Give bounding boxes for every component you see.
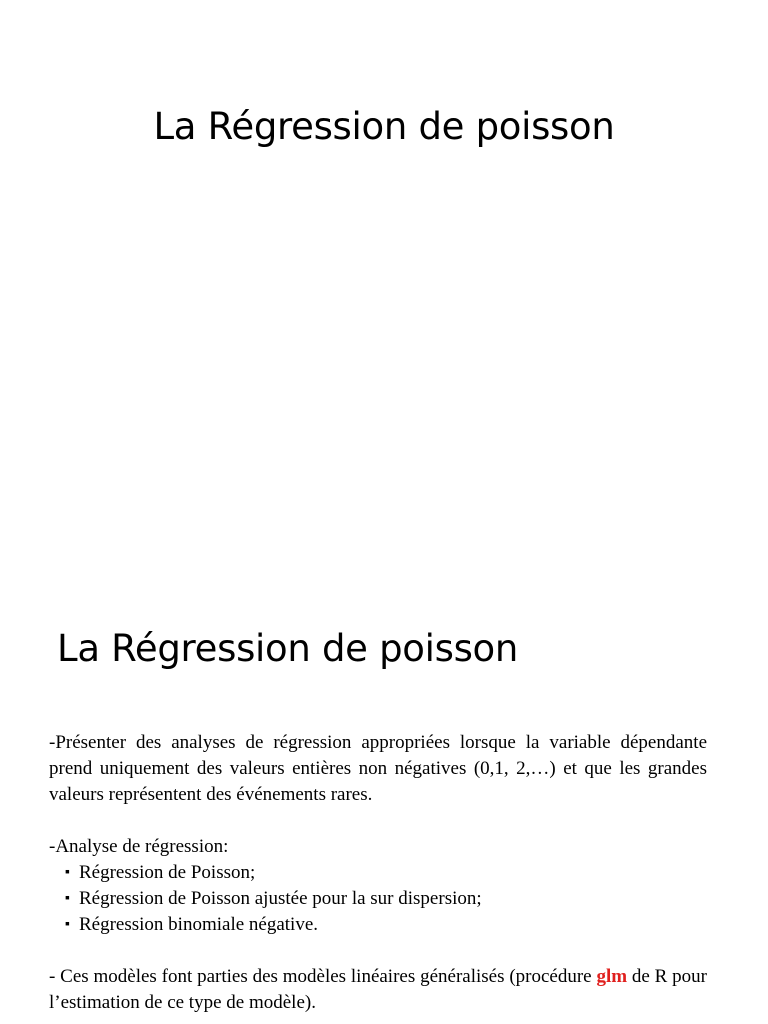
list-item-text: Régression de Poisson; xyxy=(79,862,256,883)
slide-1-title: La Régression de poisson xyxy=(153,105,615,148)
square-bullet-icon: ▪ xyxy=(65,891,70,906)
analysis-list xyxy=(49,860,707,938)
list-item-text: Régression de Poisson ajustée pour la sur dispersion; xyxy=(79,888,482,909)
list-item xyxy=(65,912,707,938)
slide-2-title: La Régression de poisson xyxy=(57,627,519,670)
square-bullet-icon: ▪ xyxy=(65,917,70,932)
closing-paragraph xyxy=(49,964,707,1016)
slide-2-body xyxy=(49,730,707,1016)
spacer xyxy=(49,938,707,964)
closing-text-end: de R pour l’estimation de ce type de modèle). xyxy=(49,966,707,1013)
list-item xyxy=(65,860,707,886)
spacer xyxy=(49,808,707,834)
analysis-heading: -Analyse de régression: xyxy=(49,836,229,857)
slide-2 xyxy=(0,600,768,1024)
list-item-text: Régression binomiale négative. xyxy=(79,914,319,935)
list-item xyxy=(65,886,707,912)
square-bullet-icon: ▪ xyxy=(65,865,70,880)
closing-text-start: - Ces modèles font parties des modèles linéaires généralisés (procédure xyxy=(49,966,597,987)
glm-highlight: glm xyxy=(596,966,628,987)
intro-paragraph: -Présenter des analyses de régression appropriées lorsque la variable dépendante prend uniquement des valeurs entières non négatives (0,1, 2,…) et que les grandes valeurs représentent des événements rares. xyxy=(49,732,707,805)
